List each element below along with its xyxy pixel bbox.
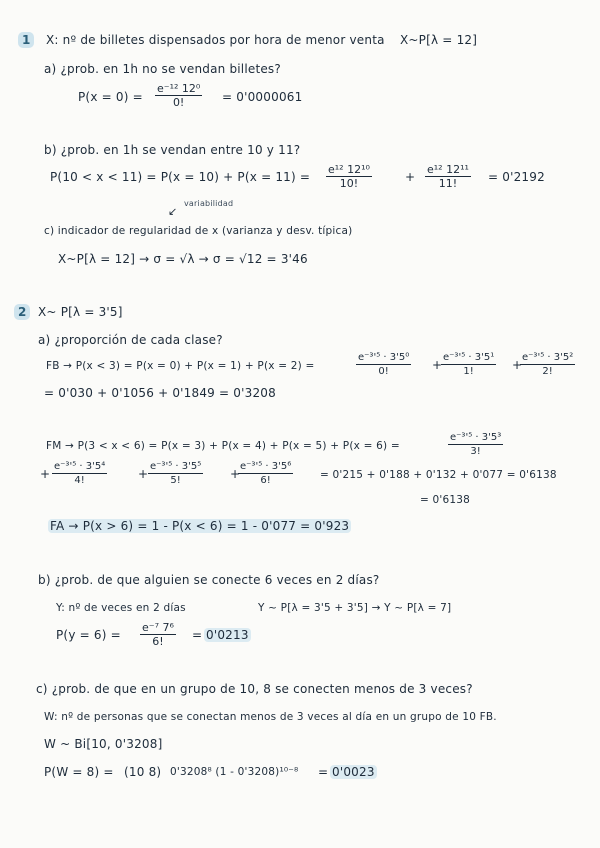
ex2-fb-fraction-1: [356, 351, 411, 378]
ex2-b-question: b) ¿prob. de que alguien se conecte 6 veces en 2 días?: [38, 573, 380, 587]
fraction-numerator: e¹² 12¹⁰: [328, 163, 370, 176]
ex2-fm-fraction-4: [238, 460, 293, 487]
ex2-b-lhs: P(y = 6) =: [56, 628, 121, 642]
exercise-2-number: 2: [14, 304, 30, 320]
fraction-numerator: e⁻³'⁵ · 3'5²: [522, 352, 574, 363]
ex1-b-result: = 0'2192: [488, 170, 545, 184]
equals-sign: =: [318, 765, 329, 779]
ex1-b-lhs: P(10 < x < 11) = P(x = 10) + P(x = 11) =: [50, 170, 311, 184]
fraction-numerator: e⁻³'⁵ · 3'5³: [450, 432, 502, 443]
ex2-fm-line: FM → P(3 < x < 6) = P(x = 3) + P(x = 4) + P(x = 5) + P(x = 6) =: [46, 440, 400, 452]
equals-sign: =: [192, 628, 203, 642]
exercise-1-number: 1: [18, 32, 34, 48]
fraction-denominator: 6!: [152, 635, 164, 648]
ex1-b-plus: +: [405, 170, 416, 184]
fraction-denominator: 3!: [470, 446, 481, 457]
ex1-a-lhs: P(x = 0) =: [78, 90, 143, 104]
plus-sign: +: [40, 467, 51, 481]
ex2-fm-fraction-2: [52, 460, 107, 487]
ex2-fm-fraction-3: [148, 460, 203, 487]
ex2-c-result-value: 0'0023: [332, 765, 375, 779]
fraction-denominator: 6!: [260, 475, 271, 486]
fraction-numerator: e⁻³'⁵ · 3'5⁵: [150, 461, 202, 472]
ex2-b-result-value: 0'0213: [206, 628, 249, 642]
fraction-denominator: 0!: [378, 366, 389, 377]
ex2-fm-sum: = 0'215 + 0'188 + 0'132 + 0'077 = 0'6138: [320, 469, 557, 481]
ex1-c-note: variabilidad: [184, 199, 234, 208]
ex1-c-question: c) indicador de regularidad de x (varianza y desv. típica): [44, 225, 353, 237]
plus-sign: +: [138, 467, 149, 481]
ex2-b-y-definition: Y: nº de veces en 2 días: [56, 602, 186, 614]
ex2-c-question: c) ¿prob. de que en un grupo de 10, 8 se conecten menos de 3 veces?: [36, 682, 473, 696]
plus-sign: +: [230, 467, 241, 481]
ex1-a-fraction: [155, 82, 202, 109]
fraction-denominator: 10!: [339, 177, 359, 190]
fraction-numerator: e¹² 12¹¹: [427, 163, 469, 176]
ex1-a-result: = 0'0000061: [222, 90, 303, 104]
ex2-fb-fraction-3: [520, 351, 575, 378]
fraction-numerator: e⁻³'⁵ · 3'5¹: [443, 352, 495, 363]
ex2-c-result: [330, 765, 377, 779]
ex2-fb-line: FB → P(x < 3) = P(x = 0) + P(x = 1) + P(x = 2) =: [46, 360, 315, 372]
ex2-distribution: X~ P[λ = 3'5]: [38, 305, 123, 319]
ex1-b-question: b) ¿prob. en 1h se vendan entre 10 y 11?: [44, 143, 301, 157]
arrow-icon: ↙: [168, 205, 178, 218]
fraction-denominator: 11!: [438, 177, 458, 190]
ex1-header: X: nº de billetes dispensados por hora de menor venta: [46, 33, 385, 47]
ex1-a-question: a) ¿prob. en 1h no se vendan billetes?: [44, 62, 281, 76]
ex2-b-result: [204, 628, 251, 642]
ex2-c-lhs: P(W = 8) =: [44, 765, 114, 779]
ex2-fa-line: [48, 519, 351, 533]
ex1-b-fraction-2: [425, 163, 471, 190]
fraction-denominator: 1!: [463, 366, 474, 377]
fraction-numerator: e⁻³'⁵ · 3'5⁶: [240, 461, 292, 472]
fraction-denominator: 2!: [542, 366, 553, 377]
fraction-denominator: 5!: [170, 475, 181, 486]
plus-sign: +: [432, 358, 443, 372]
ex2-fb-sum: = 0'030 + 0'1056 + 0'1849 = 0'3208: [44, 386, 276, 400]
ex2-c-w-distribution: W ~ Bi[10, 0'3208]: [44, 737, 163, 751]
fraction-denominator: 0!: [172, 96, 185, 109]
ex2-c-rest: 0'3208⁸ (1 - 0'3208)¹⁰⁻⁸: [170, 766, 299, 778]
ex1-distribution: X~P[λ = 12]: [400, 33, 478, 47]
ex2-b-fraction: [140, 621, 176, 648]
fraction-numerator: e⁻⁷ 7⁶: [142, 621, 174, 634]
ex1-c-line: X~P[λ = 12] → σ = √λ → σ = √12 = 3'46: [58, 252, 308, 266]
fraction-denominator: 4!: [74, 475, 85, 486]
fraction-numerator: e⁻³'⁵ · 3'5⁴: [54, 461, 106, 472]
ex2-fm-result: = 0'6138: [420, 494, 471, 506]
ex2-fa-text: FA → P(x > 6) = 1 - P(x < 6) = 1 - 0'077 = 0'923: [50, 519, 350, 533]
fraction-numerator: e⁻³'⁵ · 3'5⁰: [358, 352, 410, 363]
ex2-c-w-definition: W: nº de personas que se conectan menos de 3 veces al día en un grupo de 10 FB.: [44, 711, 497, 723]
ex2-fb-fraction-2: [441, 351, 496, 378]
plus-sign: +: [512, 358, 523, 372]
fraction-numerator: e⁻¹² 12⁰: [157, 82, 201, 95]
ex2-c-binomial-coefficient: (10 8): [124, 765, 162, 779]
ex2-a-question: a) ¿proporción de cada clase?: [38, 333, 223, 347]
ex2-b-y-distribution: Y ~ P[λ = 3'5 + 3'5] → Y ~ P[λ = 7]: [258, 602, 452, 614]
ex2-fm-fraction-1: [448, 431, 503, 458]
ex1-b-fraction-1: [326, 163, 372, 190]
